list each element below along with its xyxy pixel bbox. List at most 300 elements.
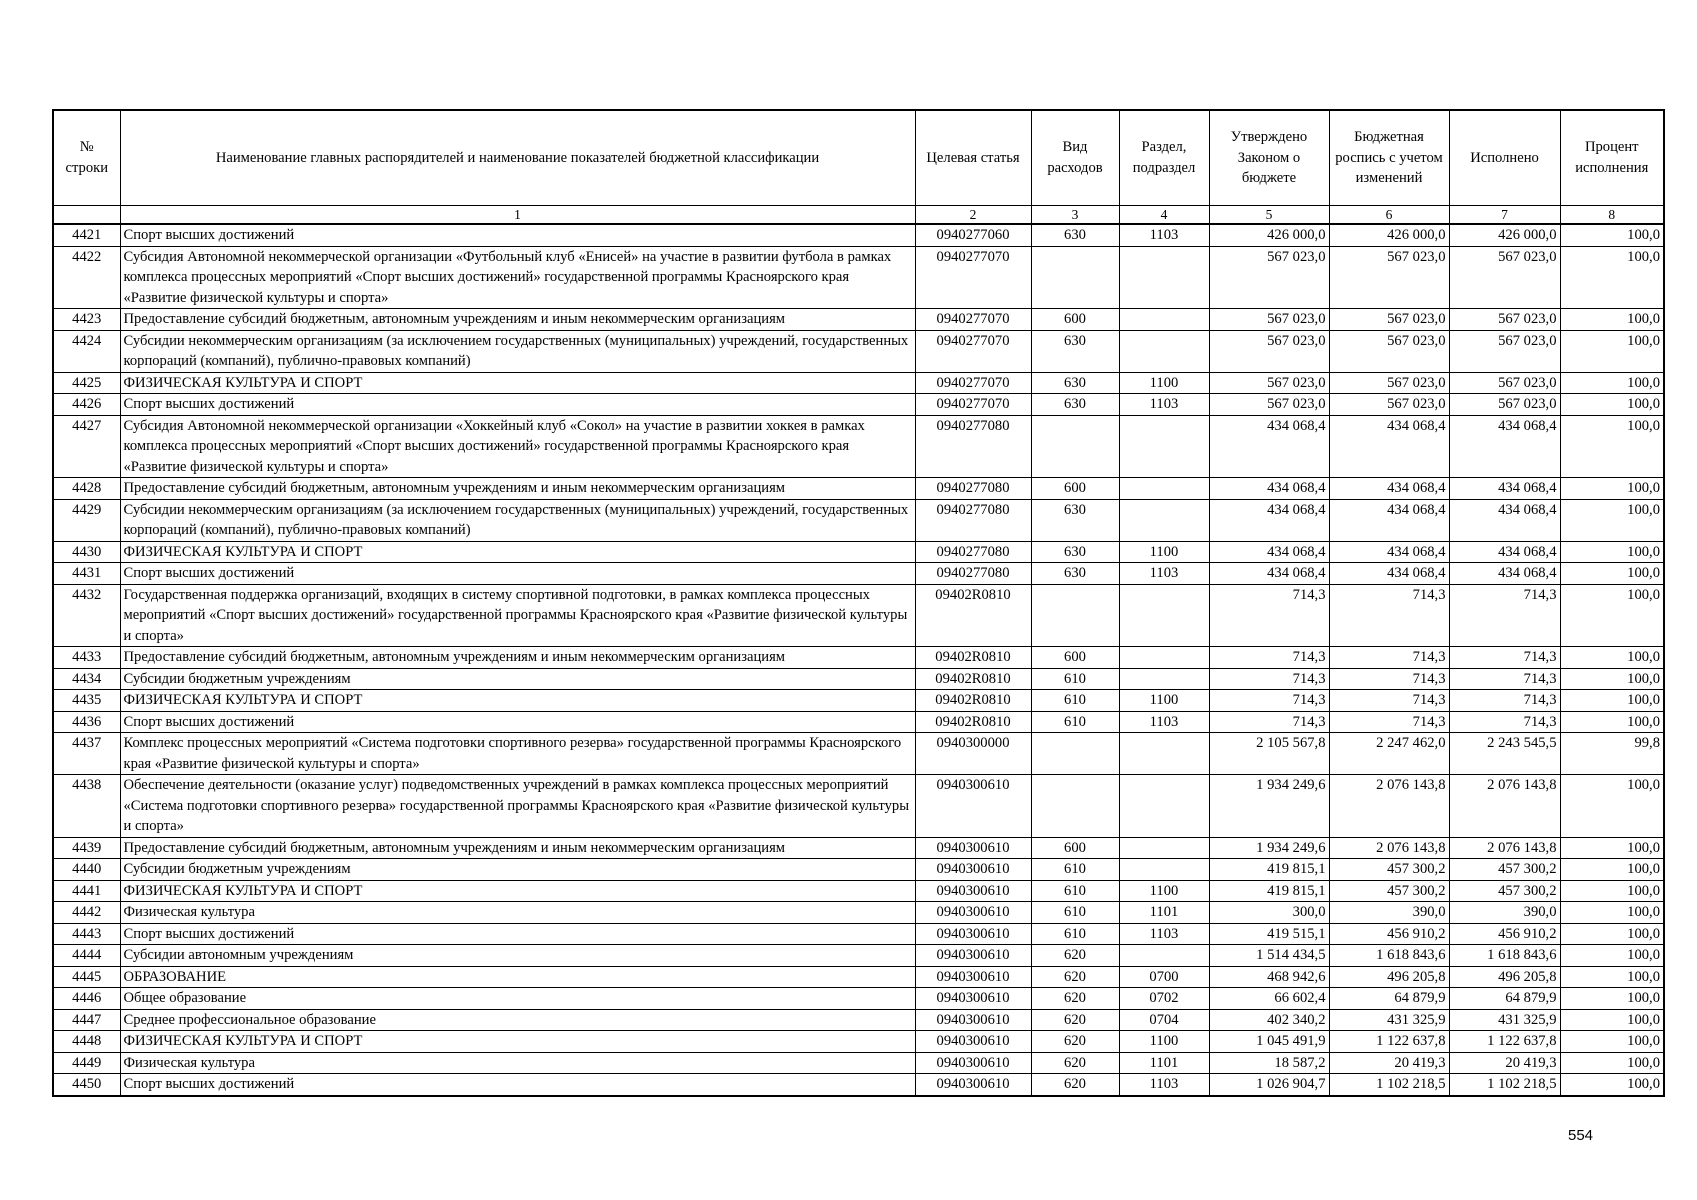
header-expense-type: Вид расходов	[1031, 110, 1119, 206]
header-percent: Процент исполнения	[1560, 110, 1664, 206]
table-row	[53, 584, 1664, 647]
percent-cell: 100,0	[1560, 988, 1664, 1010]
section-cell: 0702	[1119, 988, 1209, 1010]
executed-cell: 434 068,4	[1449, 563, 1560, 585]
expense-type-cell: 600	[1031, 647, 1119, 669]
expense-type-cell: 610	[1031, 859, 1119, 881]
section-cell	[1119, 478, 1209, 500]
section-cell	[1119, 499, 1209, 541]
executed-cell: 457 300,2	[1449, 880, 1560, 902]
row-number-cell: 4425	[53, 372, 120, 394]
expense-type-cell	[1031, 246, 1119, 309]
row-number-cell: 4432	[53, 584, 120, 647]
section-cell	[1119, 584, 1209, 647]
approved-cell: 434 068,4	[1209, 541, 1329, 563]
target-article-cell: 09402R0810	[915, 584, 1031, 647]
budget-schedule-cell: 567 023,0	[1329, 372, 1449, 394]
row-number-cell: 4433	[53, 647, 120, 669]
budget-schedule-cell: 567 023,0	[1329, 330, 1449, 372]
budget-schedule-cell: 2 076 143,8	[1329, 837, 1449, 859]
expense-type-cell	[1031, 584, 1119, 647]
section-cell: 1100	[1119, 880, 1209, 902]
executed-cell: 431 325,9	[1449, 1009, 1560, 1031]
expense-type-cell	[1031, 775, 1119, 838]
name-cell: Спорт высших достижений	[120, 711, 915, 733]
target-article-cell: 09402R0810	[915, 647, 1031, 669]
name-cell: Спорт высших достижений	[120, 923, 915, 945]
name-cell: Субсидии бюджетным учреждениям	[120, 668, 915, 690]
name-cell: ОБРАЗОВАНИЕ	[120, 966, 915, 988]
section-cell: 1103	[1119, 563, 1209, 585]
executed-cell: 64 879,9	[1449, 988, 1560, 1010]
expense-type-cell: 610	[1031, 923, 1119, 945]
approved-cell: 66 602,4	[1209, 988, 1329, 1010]
budget-schedule-cell: 456 910,2	[1329, 923, 1449, 945]
table-row	[53, 690, 1664, 712]
table-row	[53, 775, 1664, 838]
expense-type-cell: 620	[1031, 1052, 1119, 1074]
budget-schedule-cell: 2 076 143,8	[1329, 775, 1449, 838]
target-article-cell: 0940300610	[915, 966, 1031, 988]
expense-type-cell: 610	[1031, 880, 1119, 902]
column-number-row	[53, 206, 1664, 225]
expense-type-cell: 620	[1031, 945, 1119, 967]
approved-cell: 468 942,6	[1209, 966, 1329, 988]
row-number-cell: 4446	[53, 988, 120, 1010]
approved-cell: 567 023,0	[1209, 246, 1329, 309]
percent-cell: 100,0	[1560, 945, 1664, 967]
name-cell: Комплекс процессных мероприятий «Система подготовки спортивного резерва» государственной программы Красноярского края «Развитие физической культуры и спорта»	[120, 733, 915, 775]
table-row	[53, 541, 1664, 563]
target-article-cell: 0940300610	[915, 880, 1031, 902]
row-number-cell: 4421	[53, 224, 120, 246]
table-row	[53, 945, 1664, 967]
section-cell: 0700	[1119, 966, 1209, 988]
approved-cell: 1 934 249,6	[1209, 837, 1329, 859]
column-number: 6	[1329, 206, 1449, 225]
section-cell: 1101	[1119, 1052, 1209, 1074]
executed-cell: 714,3	[1449, 647, 1560, 669]
table-header-row	[53, 110, 1664, 206]
column-number: 5	[1209, 206, 1329, 225]
section-cell	[1119, 309, 1209, 331]
budget-schedule-cell: 1 122 637,8	[1329, 1031, 1449, 1053]
table-row	[53, 330, 1664, 372]
budget-schedule-cell: 567 023,0	[1329, 246, 1449, 309]
table-row	[53, 478, 1664, 500]
header-executed: Исполнено	[1449, 110, 1560, 206]
header-budget-schedule: Бюджетная роспись с учетом изменений	[1329, 110, 1449, 206]
budget-schedule-cell: 714,3	[1329, 584, 1449, 647]
table-row	[53, 309, 1664, 331]
target-article-cell: 0940300610	[915, 1031, 1031, 1053]
percent-cell: 100,0	[1560, 880, 1664, 902]
approved-cell: 2 105 567,8	[1209, 733, 1329, 775]
table-body	[53, 224, 1664, 1096]
target-article-cell: 0940277060	[915, 224, 1031, 246]
approved-cell: 567 023,0	[1209, 309, 1329, 331]
name-cell: Спорт высших достижений	[120, 563, 915, 585]
section-cell: 1103	[1119, 394, 1209, 416]
target-article-cell: 0940277070	[915, 372, 1031, 394]
percent-cell: 100,0	[1560, 690, 1664, 712]
percent-cell: 100,0	[1560, 584, 1664, 647]
name-cell: Предоставление субсидий бюджетным, автономным учреждениям и иным некоммерческим организациям	[120, 647, 915, 669]
table-row	[53, 499, 1664, 541]
expense-type-cell: 600	[1031, 309, 1119, 331]
row-number-cell: 4435	[53, 690, 120, 712]
name-cell: Предоставление субсидий бюджетным, автономным учреждениям и иным некоммерческим организациям	[120, 478, 915, 500]
section-cell	[1119, 837, 1209, 859]
expense-type-cell: 630	[1031, 563, 1119, 585]
name-cell: Субсидии некоммерческим организациям (за исключением государственных (муниципальных) учреждений, государственных корпораций (компаний), публично-правовых компаний)	[120, 330, 915, 372]
target-article-cell: 0940277080	[915, 415, 1031, 478]
executed-cell: 426 000,0	[1449, 224, 1560, 246]
row-number-cell: 4443	[53, 923, 120, 945]
executed-cell: 714,3	[1449, 584, 1560, 647]
row-number-cell: 4438	[53, 775, 120, 838]
budget-schedule-cell: 20 419,3	[1329, 1052, 1449, 1074]
budget-schedule-cell: 64 879,9	[1329, 988, 1449, 1010]
row-number-cell: 4440	[53, 859, 120, 881]
percent-cell: 100,0	[1560, 330, 1664, 372]
percent-cell: 100,0	[1560, 1052, 1664, 1074]
approved-cell: 567 023,0	[1209, 372, 1329, 394]
name-cell: Спорт высших достижений	[120, 1074, 915, 1096]
row-number-cell: 4445	[53, 966, 120, 988]
expense-type-cell: 630	[1031, 541, 1119, 563]
percent-cell: 100,0	[1560, 668, 1664, 690]
name-cell: Спорт высших достижений	[120, 394, 915, 416]
expense-type-cell: 630	[1031, 499, 1119, 541]
name-cell: Субсидия Автономной некоммерческой организации «Футбольный клуб «Енисей» на участие в развитии футбола в рамках комплекса процессных мероприятий «Спорт высших достижений» государственной программы Красноярского края «Развитие физической культуры и спорта»	[120, 246, 915, 309]
budget-schedule-cell: 567 023,0	[1329, 309, 1449, 331]
header-row-number: № строки	[53, 110, 120, 206]
expense-type-cell: 600	[1031, 837, 1119, 859]
executed-cell: 1 102 218,5	[1449, 1074, 1560, 1096]
expense-type-cell: 630	[1031, 224, 1119, 246]
expense-type-cell	[1031, 733, 1119, 775]
approved-cell: 300,0	[1209, 902, 1329, 924]
budget-schedule-cell: 434 068,4	[1329, 541, 1449, 563]
approved-cell: 426 000,0	[1209, 224, 1329, 246]
expense-type-cell: 620	[1031, 1074, 1119, 1096]
budget-schedule-cell: 434 068,4	[1329, 499, 1449, 541]
section-cell: 1103	[1119, 224, 1209, 246]
table-row	[53, 859, 1664, 881]
approved-cell: 714,3	[1209, 647, 1329, 669]
name-cell: Спорт высших достижений	[120, 224, 915, 246]
percent-cell: 100,0	[1560, 647, 1664, 669]
executed-cell: 714,3	[1449, 690, 1560, 712]
section-cell	[1119, 668, 1209, 690]
approved-cell: 714,3	[1209, 668, 1329, 690]
name-cell: Субсидии бюджетным учреждениям	[120, 859, 915, 881]
row-number-cell: 4437	[53, 733, 120, 775]
executed-cell: 1 122 637,8	[1449, 1031, 1560, 1053]
executed-cell: 2 076 143,8	[1449, 837, 1560, 859]
executed-cell: 434 068,4	[1449, 478, 1560, 500]
budget-schedule-cell: 457 300,2	[1329, 880, 1449, 902]
section-cell: 1103	[1119, 1074, 1209, 1096]
name-cell: ФИЗИЧЕСКАЯ КУЛЬТУРА И СПОРТ	[120, 880, 915, 902]
target-article-cell: 0940300610	[915, 859, 1031, 881]
target-article-cell: 0940277070	[915, 330, 1031, 372]
section-cell	[1119, 945, 1209, 967]
target-article-cell: 0940277080	[915, 499, 1031, 541]
name-cell: Предоставление субсидий бюджетным, автономным учреждениям и иным некоммерческим организациям	[120, 309, 915, 331]
column-number	[53, 206, 120, 225]
executed-cell: 567 023,0	[1449, 394, 1560, 416]
percent-cell: 100,0	[1560, 1031, 1664, 1053]
percent-cell: 99,8	[1560, 733, 1664, 775]
column-number: 4	[1119, 206, 1209, 225]
executed-cell: 714,3	[1449, 711, 1560, 733]
name-cell: Обеспечение деятельности (оказание услуг) подведомственных учреждений в рамках комплекса процессных мероприятий «Система подготовки спортивного резерва» государственной программы Красноярского края «Развитие физической культуры и спорта»	[120, 775, 915, 838]
executed-cell: 434 068,4	[1449, 415, 1560, 478]
name-cell: ФИЗИЧЕСКАЯ КУЛЬТУРА И СПОРТ	[120, 1031, 915, 1053]
header-name: Наименование главных распорядителей и наименование показателей бюджетной классификации	[120, 110, 915, 206]
expense-type-cell: 610	[1031, 668, 1119, 690]
row-number-cell: 4422	[53, 246, 120, 309]
table-row	[53, 1052, 1664, 1074]
percent-cell: 100,0	[1560, 541, 1664, 563]
column-number: 2	[915, 206, 1031, 225]
budget-schedule-cell: 714,3	[1329, 711, 1449, 733]
page-number: 554	[1568, 1127, 1594, 1144]
row-number-cell: 4423	[53, 309, 120, 331]
percent-cell: 100,0	[1560, 478, 1664, 500]
approved-cell: 714,3	[1209, 690, 1329, 712]
budget-schedule-cell: 714,3	[1329, 647, 1449, 669]
budget-schedule-cell: 714,3	[1329, 690, 1449, 712]
target-article-cell: 0940277080	[915, 563, 1031, 585]
section-cell	[1119, 733, 1209, 775]
percent-cell: 100,0	[1560, 309, 1664, 331]
budget-schedule-cell: 390,0	[1329, 902, 1449, 924]
row-number-cell: 4426	[53, 394, 120, 416]
name-cell: Субсидии автономным учреждениям	[120, 945, 915, 967]
section-cell: 1100	[1119, 1031, 1209, 1053]
name-cell: Предоставление субсидий бюджетным, автономным учреждениям и иным некоммерческим организациям	[120, 837, 915, 859]
table-row	[53, 711, 1664, 733]
approved-cell: 1 026 904,7	[1209, 1074, 1329, 1096]
percent-cell: 100,0	[1560, 902, 1664, 924]
header-approved: Утверждено Законом о бюджете	[1209, 110, 1329, 206]
column-number: 8	[1560, 206, 1664, 225]
column-number: 7	[1449, 206, 1560, 225]
table-row	[53, 563, 1664, 585]
executed-cell: 457 300,2	[1449, 859, 1560, 881]
column-number: 1	[120, 206, 915, 225]
name-cell: Субсидия Автономной некоммерческой организации «Хоккейный клуб «Сокол» на участие в развитии хоккея в рамках комплекса процессных мероприятий «Спорт высших достижений» государственной программы Красноярского края «Развитие физической культуры и спорта»	[120, 415, 915, 478]
row-number-cell: 4431	[53, 563, 120, 585]
approved-cell: 434 068,4	[1209, 563, 1329, 585]
approved-cell: 1 045 491,9	[1209, 1031, 1329, 1053]
name-cell: ФИЗИЧЕСКАЯ КУЛЬТУРА И СПОРТ	[120, 541, 915, 563]
name-cell: Физическая культура	[120, 902, 915, 924]
approved-cell: 1 514 434,5	[1209, 945, 1329, 967]
table-row	[53, 902, 1664, 924]
section-cell: 1100	[1119, 372, 1209, 394]
target-article-cell: 0940300610	[915, 1052, 1031, 1074]
target-article-cell: 0940277070	[915, 394, 1031, 416]
target-article-cell: 09402R0810	[915, 690, 1031, 712]
percent-cell: 100,0	[1560, 224, 1664, 246]
approved-cell: 402 340,2	[1209, 1009, 1329, 1031]
table-row	[53, 988, 1664, 1010]
budget-schedule-cell: 434 068,4	[1329, 563, 1449, 585]
percent-cell: 100,0	[1560, 246, 1664, 309]
expense-type-cell: 610	[1031, 690, 1119, 712]
executed-cell: 434 068,4	[1449, 541, 1560, 563]
row-number-cell: 4434	[53, 668, 120, 690]
target-article-cell: 09402R0810	[915, 668, 1031, 690]
budget-schedule-cell: 567 023,0	[1329, 394, 1449, 416]
row-number-cell: 4439	[53, 837, 120, 859]
column-number: 3	[1031, 206, 1119, 225]
row-number-cell: 4428	[53, 478, 120, 500]
name-cell: Государственная поддержка организаций, входящих в систему спортивной подготовки, в рамках комплекса процессных мероприятий «Спорт высших достижений» государственной программы Красноярского края «Развитие физической культуры и спорта»	[120, 584, 915, 647]
section-cell: 0704	[1119, 1009, 1209, 1031]
executed-cell: 2 076 143,8	[1449, 775, 1560, 838]
approved-cell: 714,3	[1209, 711, 1329, 733]
expense-type-cell: 620	[1031, 988, 1119, 1010]
row-number-cell: 4429	[53, 499, 120, 541]
target-article-cell: 0940300610	[915, 837, 1031, 859]
header-section: Раздел, подраздел	[1119, 110, 1209, 206]
percent-cell: 100,0	[1560, 499, 1664, 541]
target-article-cell: 0940277070	[915, 309, 1031, 331]
budget-schedule-cell: 496 205,8	[1329, 966, 1449, 988]
table-row	[53, 923, 1664, 945]
expense-type-cell: 600	[1031, 478, 1119, 500]
approved-cell: 567 023,0	[1209, 394, 1329, 416]
table-row	[53, 733, 1664, 775]
percent-cell: 100,0	[1560, 837, 1664, 859]
expense-type-cell: 610	[1031, 711, 1119, 733]
target-article-cell: 0940300610	[915, 988, 1031, 1010]
percent-cell: 100,0	[1560, 711, 1664, 733]
section-cell: 1101	[1119, 902, 1209, 924]
executed-cell: 456 910,2	[1449, 923, 1560, 945]
approved-cell: 567 023,0	[1209, 330, 1329, 372]
percent-cell: 100,0	[1560, 775, 1664, 838]
approved-cell: 419 515,1	[1209, 923, 1329, 945]
section-cell	[1119, 647, 1209, 669]
approved-cell: 714,3	[1209, 584, 1329, 647]
section-cell	[1119, 246, 1209, 309]
section-cell: 1103	[1119, 923, 1209, 945]
percent-cell: 100,0	[1560, 372, 1664, 394]
approved-cell: 419 815,1	[1209, 859, 1329, 881]
row-number-cell: 4444	[53, 945, 120, 967]
approved-cell: 18 587,2	[1209, 1052, 1329, 1074]
expense-type-cell: 620	[1031, 1009, 1119, 1031]
budget-schedule-cell: 434 068,4	[1329, 415, 1449, 478]
executed-cell: 2 243 545,5	[1449, 733, 1560, 775]
budget-schedule-cell: 1 618 843,6	[1329, 945, 1449, 967]
percent-cell: 100,0	[1560, 394, 1664, 416]
executed-cell: 714,3	[1449, 668, 1560, 690]
row-number-cell: 4447	[53, 1009, 120, 1031]
percent-cell: 100,0	[1560, 563, 1664, 585]
row-number-cell: 4430	[53, 541, 120, 563]
row-number-cell: 4441	[53, 880, 120, 902]
table-row	[53, 668, 1664, 690]
name-cell: Субсидии некоммерческим организациям (за исключением государственных (муниципальных) учреждений, государственных корпораций (компаний), публично-правовых компаний)	[120, 499, 915, 541]
budget-schedule-cell: 434 068,4	[1329, 478, 1449, 500]
target-article-cell: 0940300610	[915, 923, 1031, 945]
section-cell: 1103	[1119, 711, 1209, 733]
name-cell: Общее образование	[120, 988, 915, 1010]
target-article-cell: 0940300610	[915, 1074, 1031, 1096]
header-target-article: Целевая статья	[915, 110, 1031, 206]
executed-cell: 567 023,0	[1449, 309, 1560, 331]
section-cell	[1119, 775, 1209, 838]
target-article-cell: 0940300610	[915, 902, 1031, 924]
approved-cell: 419 815,1	[1209, 880, 1329, 902]
section-cell: 1100	[1119, 690, 1209, 712]
executed-cell: 496 205,8	[1449, 966, 1560, 988]
target-article-cell: 0940300610	[915, 775, 1031, 838]
section-cell	[1119, 415, 1209, 478]
row-number-cell: 4449	[53, 1052, 120, 1074]
expense-type-cell	[1031, 415, 1119, 478]
budget-schedule-cell: 457 300,2	[1329, 859, 1449, 881]
expense-type-cell: 610	[1031, 902, 1119, 924]
target-article-cell: 0940277070	[915, 246, 1031, 309]
table-row	[53, 966, 1664, 988]
executed-cell: 567 023,0	[1449, 372, 1560, 394]
percent-cell: 100,0	[1560, 923, 1664, 945]
section-cell: 1100	[1119, 541, 1209, 563]
target-article-cell: 0940277080	[915, 541, 1031, 563]
table-row	[53, 394, 1664, 416]
expense-type-cell: 630	[1031, 372, 1119, 394]
table-row	[53, 415, 1664, 478]
target-article-cell: 0940277080	[915, 478, 1031, 500]
row-number-cell: 4442	[53, 902, 120, 924]
executed-cell: 1 618 843,6	[1449, 945, 1560, 967]
row-number-cell: 4448	[53, 1031, 120, 1053]
row-number-cell: 4450	[53, 1074, 120, 1096]
table-row	[53, 246, 1664, 309]
executed-cell: 434 068,4	[1449, 499, 1560, 541]
expense-type-cell: 630	[1031, 394, 1119, 416]
name-cell: Среднее профессиональное образование	[120, 1009, 915, 1031]
table-row	[53, 647, 1664, 669]
table-row	[53, 880, 1664, 902]
percent-cell: 100,0	[1560, 966, 1664, 988]
table-row	[53, 1031, 1664, 1053]
table-row	[53, 224, 1664, 246]
percent-cell: 100,0	[1560, 415, 1664, 478]
budget-schedule-cell: 431 325,9	[1329, 1009, 1449, 1031]
executed-cell: 567 023,0	[1449, 246, 1560, 309]
percent-cell: 100,0	[1560, 1074, 1664, 1096]
table-row	[53, 372, 1664, 394]
target-article-cell: 0940300610	[915, 945, 1031, 967]
percent-cell: 100,0	[1560, 1009, 1664, 1031]
name-cell: ФИЗИЧЕСКАЯ КУЛЬТУРА И СПОРТ	[120, 372, 915, 394]
section-cell	[1119, 330, 1209, 372]
executed-cell: 567 023,0	[1449, 330, 1560, 372]
expense-type-cell: 630	[1031, 330, 1119, 372]
expense-type-cell: 620	[1031, 1031, 1119, 1053]
target-article-cell: 0940300610	[915, 1009, 1031, 1031]
budget-schedule-cell: 714,3	[1329, 668, 1449, 690]
